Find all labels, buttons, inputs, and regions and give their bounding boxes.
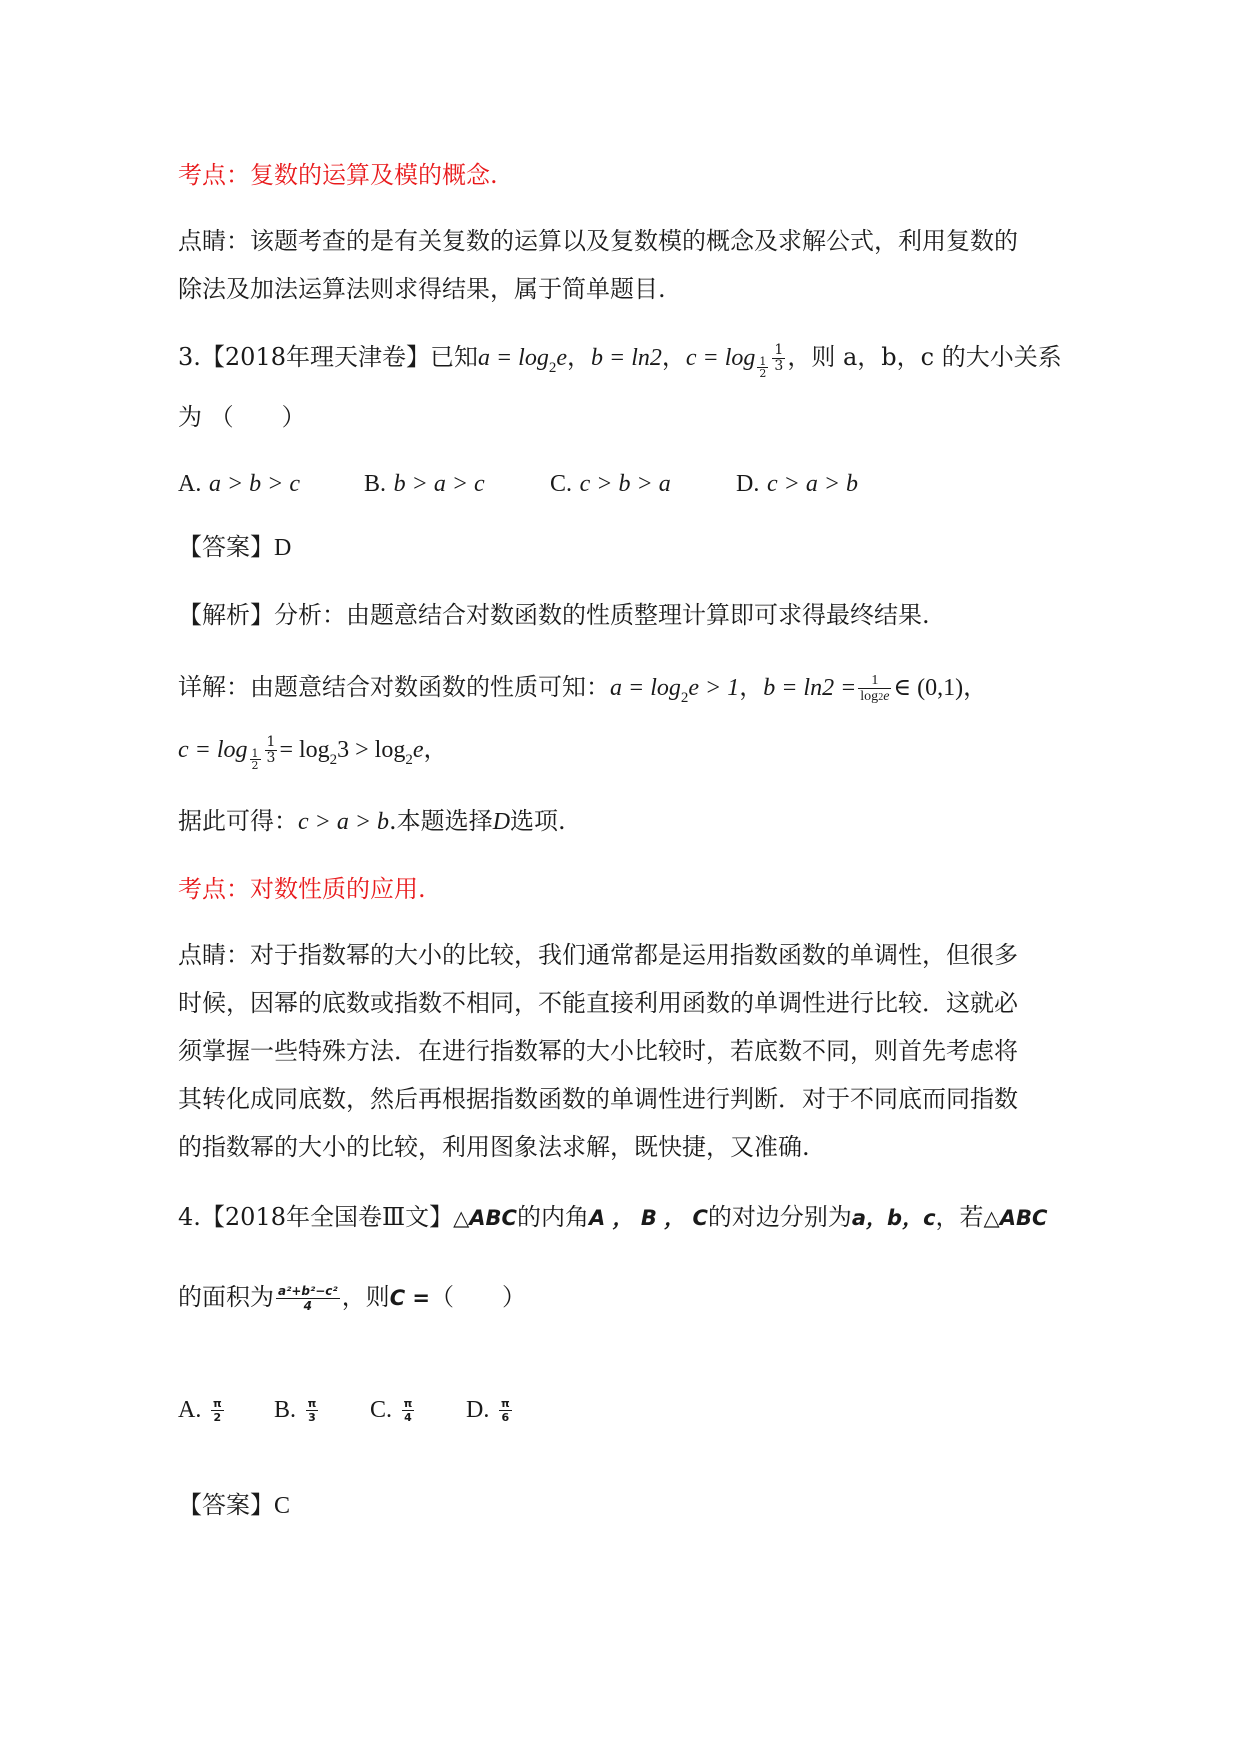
dianjing-2-line-4 xyxy=(178,1082,1018,1116)
question-paren: 为 （ ） xyxy=(178,403,306,431)
answer-value: D xyxy=(274,535,292,561)
a-definition: a = log xyxy=(477,345,549,371)
detail-c-mid-tail: 3 > log xyxy=(337,737,406,763)
log-base: 2 xyxy=(680,690,689,706)
question-tail: ，则 a，b，c 的大小关系 xyxy=(787,343,1062,371)
detail-c-arg-fraction: $\frac{1}{3}$ xyxy=(266,734,276,766)
question-3-stem-line-2 xyxy=(178,400,306,434)
answer-value: C xyxy=(274,1493,291,1519)
question-3-detail-line-2: c = log $\frac{1}{2}$ $\frac{1}{3}$ = $\log_23 > \log_2e$， xyxy=(178,734,448,772)
question-4-options xyxy=(178,1392,514,1427)
question-3-analysis xyxy=(178,598,930,632)
question-4-stem-line-2 xyxy=(178,1280,526,1315)
analysis-text: 分析：由题意结合对数函数的性质整理计算即可求得最终结果. xyxy=(274,601,930,629)
question-4-stem xyxy=(178,1200,1047,1235)
kaodian-text: 复数的运算及模的概念. xyxy=(250,161,498,189)
detail-a-tail: e > 1 xyxy=(688,675,740,701)
log-base: 2 xyxy=(329,752,338,768)
question-lead: 已知 xyxy=(429,343,478,371)
question-text: 的面积为 xyxy=(178,1283,274,1311)
log-base: 2 xyxy=(548,360,557,376)
question-source: 【2018年理天津卷】 xyxy=(200,343,430,371)
detail-text: 由题意结合对数函数的性质可知： xyxy=(250,673,610,701)
conclusion-expr: c > a > b xyxy=(298,809,390,835)
angles-label: A ， B ， C xyxy=(588,1206,708,1230)
option-a: A. a > b > c xyxy=(178,471,301,497)
log-base: 2 xyxy=(405,752,413,768)
dianjing-label: 点睛： xyxy=(178,941,250,969)
log-arg: e xyxy=(556,345,568,371)
kaodian-label: 考点： xyxy=(178,875,250,903)
kaodian-label: 考点： xyxy=(178,161,250,189)
question-3-options xyxy=(178,466,858,501)
question-3-detail-line-1: 详解：由题意结合对数函数的性质可知：$a = \log_2e > 1$，b = ln2 = $\frac{1}{\log 2e}$ ∈ (0,1)， xyxy=(178,672,988,706)
detail-label: 详解： xyxy=(178,673,250,701)
dianjing-2-line-3 xyxy=(178,1034,1018,1068)
b-definition: b = ln2 xyxy=(591,345,662,371)
dianjing-1-line-2 xyxy=(178,272,666,306)
question-3-stem: 3.【2018年理天津卷】已知$a = \log_2e$，b = ln2，c = log $\frac{1}{2}$ $\frac{1}{3}$ ，则 a，b，c 的大小关系 xyxy=(178,342,1062,380)
dianjing-text: 时候，因幂的底数或指数不相同，不能直接利用函数的单调性进行比较．这就必 xyxy=(178,989,1018,1017)
question-source: 【2018年全国卷Ⅲ文】 xyxy=(200,1203,454,1231)
sides-label: a，b，c xyxy=(851,1206,936,1230)
dianjing-2-line-1 xyxy=(178,938,1018,972)
kaodian-text: 对数性质的应用. xyxy=(250,875,426,903)
dianjing-text: 的指数幂的大小的比较，利用图象法求解，既快捷，又准确. xyxy=(178,1133,810,1161)
area-fraction: $\frac{\text{a²+b²−c²}}{4}$ xyxy=(278,1284,338,1313)
dianjing-text: 对于指数幂的大小的比较，我们通常都是运用指数函数的单调性，但很多 xyxy=(250,941,1018,969)
angle-c-equation: C = xyxy=(389,1286,431,1310)
detail-c: c = log xyxy=(178,737,248,763)
question-3-answer xyxy=(178,530,291,565)
detail-c-end: e xyxy=(412,737,424,763)
dianjing-2-line-5 xyxy=(178,1130,810,1164)
conclusion-tail: 选项. xyxy=(510,807,566,835)
option-a: A. $\frac{\pi}{2}$ xyxy=(178,1397,222,1424)
triangle-label: △ABC xyxy=(453,1206,517,1230)
triangle-label: △ABC xyxy=(983,1206,1048,1230)
dianjing-text: 该题考查的是有关复数的运算以及复数模的概念及求解公式，利用复数的 xyxy=(250,227,1018,255)
question-text: 的对边分别为 xyxy=(707,1203,852,1231)
detail-b-tail: ∈ (0,1) xyxy=(893,675,964,701)
kaodian-2 xyxy=(178,872,426,906)
detail-c-mid: = log xyxy=(279,737,330,763)
detail-b: b = ln2 = xyxy=(763,675,857,701)
conclusion-choice: D xyxy=(492,809,511,835)
option-c: C. $\frac{\pi}{4}$ xyxy=(370,1397,413,1424)
dianjing-2-line-2 xyxy=(178,986,1018,1020)
detail-b-fraction: $\frac{1}{\log 2e}$ xyxy=(860,672,890,704)
detail-a: a = log xyxy=(610,675,681,701)
dianjing-text: 除法及加法运算法则求得结果，属于简单题目. xyxy=(178,275,666,303)
c-definition: c = log xyxy=(685,345,756,371)
question-number: 3. xyxy=(178,343,201,371)
answer-label: 【答案】 xyxy=(178,533,274,561)
option-b: B. b > a > c xyxy=(364,471,485,497)
question-paren: （ ） xyxy=(430,1283,527,1311)
option-c: C. c > b > a xyxy=(550,471,671,497)
question-text: ，则 xyxy=(341,1283,390,1311)
conclusion-tail: .本题选择 xyxy=(389,807,493,835)
question-number: 4. xyxy=(178,1203,201,1231)
answer-label: 【答案】 xyxy=(178,1491,274,1519)
option-d: D. c > a > b xyxy=(736,471,859,497)
detail-c-base-fraction: $\frac{1}{2}$ xyxy=(251,747,259,772)
dianjing-text: 须掌握一些特殊方法．在进行指数幂的大小比较时，若底数不同，则首先考虑将 xyxy=(178,1037,1018,1065)
question-text: ，若 xyxy=(935,1203,984,1231)
kaodian-1 xyxy=(178,158,498,192)
question-4-answer xyxy=(178,1488,290,1523)
question-text: 的内角 xyxy=(516,1203,589,1231)
dianjing-label: 点睛： xyxy=(178,227,250,255)
analysis-label: 【解析】 xyxy=(178,601,274,629)
c-log-base-fraction: $\frac{1}{2}$ xyxy=(759,355,767,380)
dianjing-1-line-1 xyxy=(178,224,1018,258)
question-3-conclusion xyxy=(178,804,566,839)
dianjing-text: 其转化成同底数，然后再根据指数函数的单调性进行判断．对于不同底而同指数 xyxy=(178,1085,1018,1113)
option-d: D. $\frac{\pi}{6}$ xyxy=(466,1397,510,1424)
conclusion-lead: 据此可得： xyxy=(178,807,298,835)
option-b: B. $\frac{\pi}{3}$ xyxy=(274,1397,317,1424)
c-log-arg-fraction: $\frac{1}{3}$ xyxy=(774,342,784,374)
